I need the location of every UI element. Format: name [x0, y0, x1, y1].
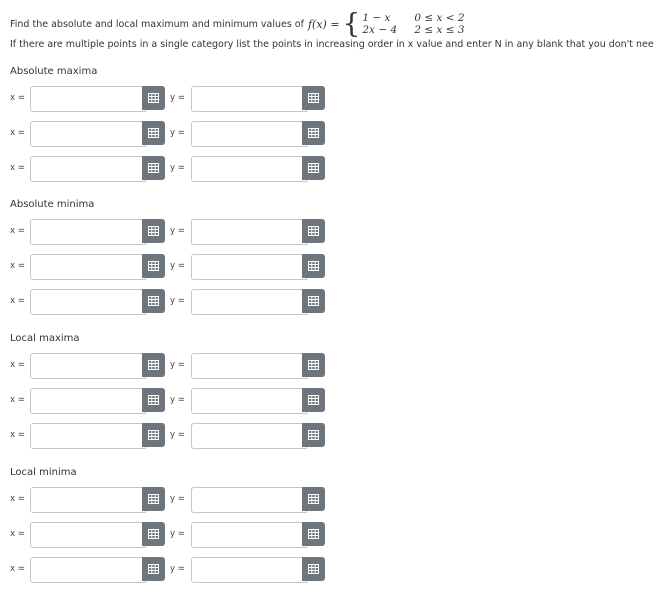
- y-label: y =: [170, 360, 185, 370]
- keypad-icon[interactable]: [302, 487, 325, 511]
- y-label: y =: [170, 529, 185, 539]
- answer-row: [10, 557, 330, 581]
- keypad-icon[interactable]: [302, 86, 325, 110]
- x-label: x =: [10, 163, 25, 173]
- keypad-glyph: [308, 296, 319, 306]
- keypad-icon[interactable]: [302, 219, 325, 243]
- y-answer-input[interactable]: [191, 254, 307, 280]
- y-answer-input[interactable]: [191, 557, 307, 583]
- y-answer-input[interactable]: [191, 289, 307, 315]
- y-answer-input[interactable]: [191, 121, 307, 147]
- prompt-text: Find the absolute and local maximum and minimum values of: [10, 18, 304, 30]
- keypad-glyph: [148, 395, 159, 405]
- y-label: y =: [170, 296, 185, 306]
- piecewise-pieces: [362, 12, 464, 36]
- answer-row: [10, 423, 330, 447]
- keypad-icon[interactable]: [142, 353, 165, 377]
- y-answer-input[interactable]: [191, 353, 307, 379]
- keypad-icon[interactable]: [142, 487, 165, 511]
- x-answer-input[interactable]: [30, 522, 146, 548]
- section-label: Local maxima: [10, 333, 80, 344]
- section-label: Local minima: [10, 467, 77, 478]
- x-answer-input[interactable]: [30, 557, 146, 583]
- x-answer-input[interactable]: [30, 289, 146, 315]
- y-label: y =: [170, 261, 185, 271]
- question-prompt: [10, 7, 465, 40]
- y-answer-input[interactable]: [191, 86, 307, 112]
- keypad-glyph: [308, 93, 319, 103]
- piece-2: [362, 24, 464, 36]
- piece-1: [362, 12, 464, 24]
- keypad-glyph: [308, 564, 319, 574]
- y-answer-input[interactable]: [191, 423, 307, 449]
- keypad-glyph: [148, 93, 159, 103]
- keypad-glyph: [148, 163, 159, 173]
- x-answer-input[interactable]: [30, 219, 146, 245]
- answer-row: [10, 487, 330, 511]
- keypad-icon[interactable]: [302, 289, 325, 313]
- x-label: x =: [10, 296, 25, 306]
- x-label: x =: [10, 430, 25, 440]
- y-label: y =: [170, 430, 185, 440]
- keypad-glyph: [308, 261, 319, 271]
- y-label: y =: [170, 564, 185, 574]
- keypad-glyph: [148, 529, 159, 539]
- instructions-text: If there are multiple points in a single category list the points in increasing order in x value and enter N in any blank that you don't nee: [10, 39, 654, 50]
- x-label: x =: [10, 529, 25, 539]
- keypad-icon[interactable]: [142, 522, 165, 546]
- y-answer-input[interactable]: [191, 156, 307, 182]
- keypad-icon[interactable]: [142, 156, 165, 180]
- y-answer-input[interactable]: [191, 487, 307, 513]
- answer-row: [10, 254, 330, 278]
- keypad-glyph: [148, 226, 159, 236]
- keypad-glyph: [308, 430, 319, 440]
- keypad-icon[interactable]: [142, 423, 165, 447]
- keypad-icon[interactable]: [142, 289, 165, 313]
- y-answer-input[interactable]: [191, 219, 307, 245]
- keypad-glyph: [148, 430, 159, 440]
- keypad-glyph: [308, 395, 319, 405]
- x-answer-input[interactable]: [30, 388, 146, 414]
- keypad-icon[interactable]: [142, 388, 165, 412]
- x-answer-input[interactable]: [30, 487, 146, 513]
- x-answer-input[interactable]: [30, 423, 146, 449]
- piece-1-expr: 1 − x: [362, 12, 391, 24]
- x-label: x =: [10, 564, 25, 574]
- y-answer-input[interactable]: [191, 388, 307, 414]
- y-label: y =: [170, 163, 185, 173]
- x-answer-input[interactable]: [30, 156, 146, 182]
- piece-2-domain: 2 ≤ x ≤ 3: [414, 24, 465, 36]
- keypad-glyph: [148, 128, 159, 138]
- keypad-glyph: [308, 494, 319, 504]
- y-label: y =: [170, 128, 185, 138]
- x-answer-input[interactable]: [30, 86, 146, 112]
- answer-row: [10, 522, 330, 546]
- y-label: y =: [170, 494, 185, 504]
- x-label: x =: [10, 226, 25, 236]
- keypad-icon[interactable]: [302, 156, 325, 180]
- keypad-glyph: [308, 163, 319, 173]
- keypad-glyph: [148, 360, 159, 370]
- keypad-icon[interactable]: [302, 121, 325, 145]
- keypad-icon[interactable]: [302, 254, 325, 278]
- keypad-icon[interactable]: [142, 557, 165, 581]
- y-label: y =: [170, 93, 185, 103]
- keypad-icon[interactable]: [302, 557, 325, 581]
- keypad-icon[interactable]: [302, 388, 325, 412]
- x-answer-input[interactable]: [30, 121, 146, 147]
- keypad-icon[interactable]: [142, 121, 165, 145]
- x-label: x =: [10, 93, 25, 103]
- keypad-icon[interactable]: [302, 353, 325, 377]
- keypad-icon[interactable]: [142, 254, 165, 278]
- answer-row: [10, 121, 330, 145]
- piece-2-expr: 2x − 4: [362, 24, 398, 36]
- answer-row: [10, 156, 330, 180]
- x-label: x =: [10, 494, 25, 504]
- keypad-glyph: [308, 529, 319, 539]
- answer-row: [10, 219, 330, 243]
- keypad-icon[interactable]: [302, 522, 325, 546]
- x-answer-input[interactable]: [30, 254, 146, 280]
- function-lhs: f(x) =: [307, 17, 340, 31]
- y-answer-input[interactable]: [191, 522, 307, 548]
- section-label: Absolute maxima: [10, 66, 98, 77]
- answer-row: [10, 388, 330, 412]
- keypad-glyph: [148, 296, 159, 306]
- y-label: y =: [170, 226, 185, 236]
- x-label: x =: [10, 128, 25, 138]
- piece-1-domain: 0 ≤ x < 2: [414, 12, 465, 24]
- keypad-glyph: [308, 226, 319, 236]
- x-answer-input[interactable]: [30, 353, 146, 379]
- answer-row: [10, 353, 330, 377]
- keypad-icon[interactable]: [142, 86, 165, 110]
- keypad-glyph: [148, 494, 159, 504]
- keypad-glyph: [148, 564, 159, 574]
- keypad-icon[interactable]: [142, 219, 165, 243]
- x-label: x =: [10, 261, 25, 271]
- x-label: x =: [10, 360, 25, 370]
- keypad-glyph: [308, 128, 319, 138]
- y-label: y =: [170, 395, 185, 405]
- section-label: Absolute minima: [10, 199, 95, 210]
- keypad-icon[interactable]: [302, 423, 325, 447]
- answer-row: [10, 86, 330, 110]
- keypad-glyph: [308, 360, 319, 370]
- answer-row: [10, 289, 330, 313]
- keypad-glyph: [148, 261, 159, 271]
- piecewise-brace: {: [342, 7, 361, 40]
- x-label: x =: [10, 395, 25, 405]
